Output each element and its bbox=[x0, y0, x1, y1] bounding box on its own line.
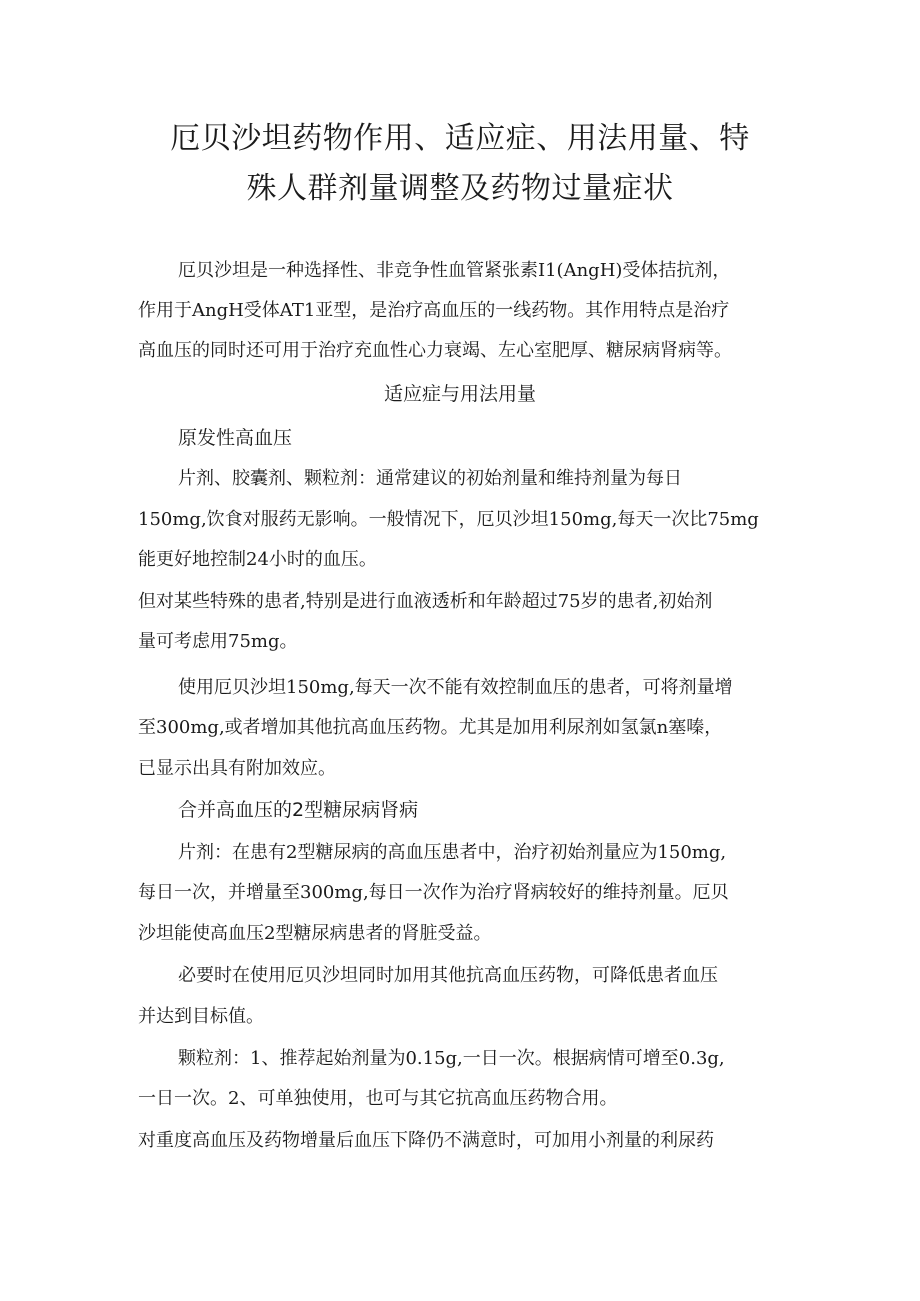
subsection-heading-2: 合并高血压的2型糖尿病肾病 bbox=[178, 799, 419, 821]
p6-line-2: 一日一次。2、可单独使用，也可与其它抗高血压药物合用。 bbox=[138, 1088, 618, 1109]
p4-line-3: 沙坦能使高血压2型糖尿病患者的肾脏受益。 bbox=[138, 923, 492, 944]
p3-line-1: 使用厄贝沙坦150mg,每天一次不能有效控制血压的患者，可将剂量增 bbox=[178, 677, 733, 698]
p3-line-3: 已显示出具有附加效应。 bbox=[138, 758, 336, 779]
section-heading: 适应症与用法用量 bbox=[383, 383, 536, 405]
p5-line-2: 并达到目标值。 bbox=[138, 1006, 264, 1027]
p4-line-1: 片剂：在患有2型糖尿病的高血压患者中，治疗初始剂量应为150mg, bbox=[178, 842, 727, 863]
p4-line-2: 每日一次，并增量至300mg,每日一次作为治疗肾病较好的维持剂量。厄贝 bbox=[138, 882, 729, 903]
intro-line-1: 厄贝沙坦是一种选择性、非竞争性血管紧张素I1(AngH)受体拮抗剂， bbox=[178, 260, 731, 281]
p3-line-2: 至300mg,或者增加其他抗高血压药物。尤其是加用利尿剂如氢氯n塞嗪， bbox=[138, 717, 723, 738]
p6-line-1: 颗粒剂：1、推荐起始剂量为0.15g,一日一次。根据病情可增至0.3g, bbox=[178, 1048, 725, 1069]
p1-line-2: 150mg,饮食对服药无影响。一般情况下，厄贝沙坦150mg,每天一次比75mg bbox=[138, 509, 759, 530]
intro-line-3: 高血压的同时还可用于治疗充血性心力衰竭、左心室肥厚、糖尿病肾病等。 bbox=[138, 340, 732, 361]
p2-line-2: 量可考虑用75mg。 bbox=[138, 631, 298, 652]
p5-line-1: 必要时在使用厄贝沙坦同时加用其他抗高血压药物，可降低患者血压 bbox=[178, 965, 718, 986]
document-title-line-1: 厄贝沙坦药物作用、适应症、用法用量、特 bbox=[170, 121, 750, 156]
intro-line-2: 作用于AngH受体AT1亚型，是治疗高血压的一线药物。其作用特点是治疗 bbox=[138, 300, 730, 321]
p1-line-1: 片剂、胶囊剂、颗粒剂：通常建议的初始剂量和维持剂量为每日 bbox=[178, 468, 682, 489]
document-title-line-2: 殊人群剂量调整及药物过量症状 bbox=[246, 171, 674, 206]
subsection-heading-1: 原发性高血压 bbox=[178, 427, 293, 449]
p7-line-1: 对重度高血压及药物增量后血压下降仍不满意时，可加用小剂量的利尿药 bbox=[138, 1130, 714, 1151]
p2-line-1: 但对某些特殊的患者,特别是进行血液透析和年龄超过75岁的患者,初始剂 bbox=[138, 591, 713, 612]
p1-line-3: 能更好地控制24小时的血压。 bbox=[138, 549, 377, 570]
